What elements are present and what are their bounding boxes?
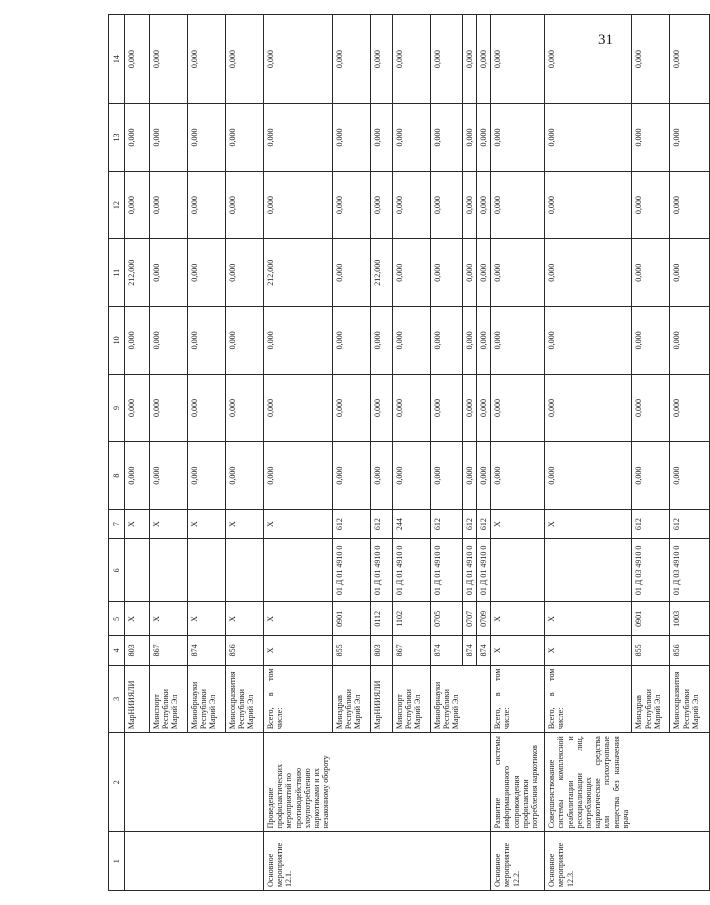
rzpr-cell: 0112 — [370, 602, 392, 636]
value-cell: 0,000 — [632, 239, 670, 307]
value-cell: 0,000 — [226, 15, 264, 104]
value-cell: 0,000 — [462, 171, 476, 239]
value-cell: 0,000 — [462, 442, 476, 510]
vr-cell: 612 — [430, 509, 462, 538]
value-cell: 0,000 — [491, 442, 545, 510]
value-cell: 0,000 — [491, 15, 545, 104]
value-cell: 0,000 — [462, 374, 476, 442]
csr-cell — [226, 539, 264, 602]
executor-cell: Минсоцразвития Республики Марий Эл — [226, 665, 264, 733]
value-cell: 0,000 — [370, 307, 392, 375]
value-cell: 0,000 — [632, 442, 670, 510]
event-cell — [392, 832, 430, 891]
value-cell: 212,000 — [125, 239, 150, 307]
value-cell: 0,000 — [392, 171, 430, 239]
executor-cell: Минобрнауки Республики Марий Эл — [430, 665, 462, 733]
table-row — [188, 15, 226, 891]
value-cell: 0,000 — [632, 15, 670, 104]
executor-cell: Минспорт Республики Марий Эл — [150, 665, 188, 733]
value-cell: 0,000 — [491, 307, 545, 375]
value-cell: 0,000 — [632, 374, 670, 442]
rzpr-cell: X — [188, 602, 226, 636]
value-cell: 0,000 — [332, 374, 370, 442]
value-cell: 0,000 — [332, 239, 370, 307]
description-cell — [188, 733, 226, 832]
value-cell: 0,000 — [125, 374, 150, 442]
event-cell — [125, 832, 150, 891]
vr-cell: X — [125, 509, 150, 538]
value-cell: 0,000 — [545, 442, 632, 510]
grbs-cell: 803 — [125, 636, 150, 665]
description-cell: Совершенствование системы комплексной реабилитации и ресоциализации лиц, потребляющих наркотические средства или психотропные вещества без назначения врача — [545, 733, 632, 832]
vr-cell: 612 — [670, 509, 710, 538]
event-cell — [462, 832, 476, 891]
table-row — [477, 15, 491, 891]
value-cell: 0,000 — [392, 374, 430, 442]
value-cell: 0,000 — [545, 239, 632, 307]
value-cell: 0,000 — [430, 442, 462, 510]
value-cell: 0,000 — [477, 307, 491, 375]
event-cell — [150, 832, 188, 891]
value-cell: 0,000 — [545, 104, 632, 172]
rzpr-cell: 0901 — [332, 602, 370, 636]
value-cell: 0,000 — [125, 104, 150, 172]
event-cell — [430, 832, 462, 891]
value-cell: 0,000 — [188, 374, 226, 442]
vr-cell: 612 — [462, 509, 476, 538]
executor-cell — [477, 665, 491, 733]
value-cell: 0,000 — [150, 171, 188, 239]
rzpr-cell: 1102 — [392, 602, 430, 636]
budget-table — [108, 14, 710, 891]
vr-cell: 612 — [370, 509, 392, 538]
grbs-cell: X — [264, 636, 333, 665]
grbs-cell: 856 — [670, 636, 710, 665]
value-cell: 0,000 — [370, 171, 392, 239]
value-cell: 0,000 — [332, 442, 370, 510]
value-cell: 0,000 — [632, 104, 670, 172]
value-cell: 0,000 — [264, 307, 333, 375]
header-cell: 10 — [109, 307, 125, 375]
value-cell: 0,000 — [226, 171, 264, 239]
value-cell: 0,000 — [264, 15, 333, 104]
value-cell: 0,000 — [392, 307, 430, 375]
grbs-cell: 867 — [150, 636, 188, 665]
table-row — [150, 15, 188, 891]
grbs-cell: 855 — [632, 636, 670, 665]
header-cell: 14 — [109, 15, 125, 104]
rzpr-cell: 0707 — [462, 602, 476, 636]
grbs-cell: 874 — [430, 636, 462, 665]
value-cell: 0,000 — [670, 307, 710, 375]
event-cell: Основное мероприятие 12.2. — [491, 832, 545, 891]
header-cell: 5 — [109, 602, 125, 636]
value-cell: 0,000 — [150, 239, 188, 307]
value-cell: 0,000 — [150, 374, 188, 442]
value-cell: 0,000 — [430, 374, 462, 442]
value-cell: 0,000 — [125, 15, 150, 104]
value-cell: 0,000 — [430, 15, 462, 104]
value-cell: 0,000 — [125, 307, 150, 375]
event-cell — [226, 832, 264, 891]
vr-cell: X — [150, 509, 188, 538]
description-cell — [477, 733, 491, 832]
value-cell: 0,000 — [264, 442, 333, 510]
table-row — [462, 15, 476, 891]
value-cell: 0,000 — [462, 104, 476, 172]
value-cell: 0,000 — [430, 239, 462, 307]
csr-cell — [125, 539, 150, 602]
value-cell: 0,000 — [491, 239, 545, 307]
value-cell: 0,000 — [545, 374, 632, 442]
csr-cell: 01 Д 01 4910 0 — [430, 539, 462, 602]
header-cell: 8 — [109, 442, 125, 510]
header-cell: 2 — [109, 733, 125, 832]
header-cell: 9 — [109, 374, 125, 442]
csr-cell: 01 Д 01 4910 0 — [370, 539, 392, 602]
rzpr-cell: X — [491, 602, 545, 636]
csr-cell — [188, 539, 226, 602]
csr-cell — [150, 539, 188, 602]
value-cell: 0,000 — [188, 239, 226, 307]
description-cell — [430, 733, 462, 832]
value-cell: 0,000 — [332, 104, 370, 172]
value-cell: 0,000 — [125, 171, 150, 239]
csr-cell: 01 Д 01 4910 0 — [477, 539, 491, 602]
grbs-cell: 874 — [462, 636, 476, 665]
rzpr-cell: 0901 — [632, 602, 670, 636]
event-cell: Основное мероприятие 12.3. — [545, 832, 632, 891]
vr-cell: 244 — [392, 509, 430, 538]
event-cell: Основное мероприятие 12.1. — [264, 832, 333, 891]
rzpr-cell: 1003 — [670, 602, 710, 636]
vr-cell: 612 — [632, 509, 670, 538]
csr-cell — [491, 539, 545, 602]
value-cell: 0,000 — [226, 104, 264, 172]
description-cell: Развитие системы информационного сопровождения профилактики потребления наркотиков — [491, 733, 545, 832]
vr-cell: X — [545, 509, 632, 538]
value-cell: 0,000 — [226, 442, 264, 510]
value-cell: 0,000 — [370, 374, 392, 442]
csr-cell — [264, 539, 333, 602]
value-cell: 0,000 — [545, 307, 632, 375]
value-cell: 0,000 — [670, 104, 710, 172]
event-cell — [188, 832, 226, 891]
header-cell: 6 — [109, 539, 125, 602]
vr-cell: 612 — [332, 509, 370, 538]
value-cell: 0,000 — [188, 171, 226, 239]
value-cell: 0,000 — [392, 15, 430, 104]
csr-cell: 01 Д 01 4910 0 — [462, 539, 476, 602]
table-row — [226, 15, 264, 891]
value-cell: 0,000 — [226, 239, 264, 307]
description-cell — [670, 733, 710, 832]
rzpr-cell: X — [150, 602, 188, 636]
csr-cell: 01 Д 03 4910 0 — [670, 539, 710, 602]
value-cell: 0,000 — [491, 171, 545, 239]
description-cell — [392, 733, 430, 832]
value-cell: 0,000 — [430, 171, 462, 239]
value-cell: 0,000 — [370, 15, 392, 104]
csr-cell: 01 Д 03 4910 0 — [632, 539, 670, 602]
value-cell: 0,000 — [670, 15, 710, 104]
value-cell: 0,000 — [545, 171, 632, 239]
grbs-cell: 874 — [477, 636, 491, 665]
grbs-cell: 867 — [392, 636, 430, 665]
event-cell — [477, 832, 491, 891]
value-cell: 0,000 — [150, 15, 188, 104]
value-cell: 0,000 — [545, 15, 632, 104]
value-cell: 0,000 — [332, 171, 370, 239]
grbs-cell: X — [545, 636, 632, 665]
value-cell: 0,000 — [477, 104, 491, 172]
grbs-cell: 856 — [226, 636, 264, 665]
vr-cell: X — [226, 509, 264, 538]
description-cell — [332, 733, 370, 832]
value-cell: 0,000 — [491, 374, 545, 442]
rzpr-cell: X — [264, 602, 333, 636]
value-cell: 0,000 — [632, 171, 670, 239]
vr-cell: X — [264, 509, 333, 538]
value-cell: 0,000 — [477, 15, 491, 104]
value-cell: 0,000 — [370, 442, 392, 510]
vr-cell: X — [491, 509, 545, 538]
value-cell: 0,000 — [150, 104, 188, 172]
header-cell: 13 — [109, 104, 125, 172]
value-cell: 0,000 — [188, 307, 226, 375]
value-cell: 0,000 — [150, 307, 188, 375]
value-cell: 0,000 — [188, 15, 226, 104]
rzpr-cell: 0705 — [430, 602, 462, 636]
table-row — [670, 15, 710, 891]
event-cell — [370, 832, 392, 891]
value-cell: 0,000 — [477, 374, 491, 442]
description-cell — [150, 733, 188, 832]
table-row — [125, 15, 150, 891]
executor-cell: Всего, в том числе: — [491, 665, 545, 733]
value-cell: 0,000 — [332, 307, 370, 375]
csr-cell: 01 Д 01 4910 0 — [392, 539, 430, 602]
table-row — [632, 15, 670, 891]
value-cell: 0,000 — [392, 442, 430, 510]
value-cell: 0,000 — [670, 374, 710, 442]
value-cell: 0,000 — [264, 374, 333, 442]
executor-cell: Всего, в том числе: — [264, 665, 333, 733]
value-cell: 0,000 — [392, 104, 430, 172]
value-cell: 0,000 — [477, 442, 491, 510]
value-cell: 0,000 — [477, 171, 491, 239]
rzpr-cell: 0709 — [477, 602, 491, 636]
rzpr-cell: X — [125, 602, 150, 636]
value-cell: 0,000 — [430, 307, 462, 375]
value-cell: 0,000 — [125, 442, 150, 510]
value-cell: 0,000 — [264, 171, 333, 239]
header-cell: 12 — [109, 171, 125, 239]
value-cell: 0,000 — [477, 239, 491, 307]
executor-cell: Минздрав Республики Марий Эл — [632, 665, 670, 733]
description-cell — [226, 733, 264, 832]
value-cell: 212,000 — [264, 239, 333, 307]
value-cell: 0,000 — [670, 239, 710, 307]
table-row — [332, 15, 370, 891]
grbs-cell: 803 — [370, 636, 392, 665]
value-cell: 0,000 — [462, 15, 476, 104]
executor-cell: Минобрнауки Республики Марий Эл — [188, 665, 226, 733]
value-cell: 0,000 — [226, 374, 264, 442]
value-cell: 0,000 — [226, 307, 264, 375]
executor-cell: МарНИИЯЛИ — [370, 665, 392, 733]
header-cell: 7 — [109, 509, 125, 538]
header-cell: 1 — [109, 832, 125, 891]
rzpr-cell: X — [226, 602, 264, 636]
event-cell — [670, 832, 710, 891]
value-cell: 0,000 — [332, 15, 370, 104]
event-cell — [632, 832, 670, 891]
header-row — [109, 15, 125, 891]
description-cell — [125, 733, 150, 832]
value-cell: 0,000 — [670, 171, 710, 239]
value-cell: 212,000 — [370, 239, 392, 307]
grbs-cell: 874 — [188, 636, 226, 665]
description-cell — [462, 733, 476, 832]
value-cell: 0,000 — [462, 239, 476, 307]
header-cell: 11 — [109, 239, 125, 307]
rotated-table-frame — [108, 14, 700, 891]
value-cell: 0,000 — [430, 104, 462, 172]
csr-cell: 01 Д 01 4910 0 — [332, 539, 370, 602]
csr-cell — [545, 539, 632, 602]
value-cell: 0,000 — [188, 104, 226, 172]
rzpr-cell: X — [545, 602, 632, 636]
executor-cell: Всего, в том числе: — [545, 665, 632, 733]
executor-cell — [462, 665, 476, 733]
value-cell: 0,000 — [188, 442, 226, 510]
value-cell: 0,000 — [670, 442, 710, 510]
vr-cell: 612 — [477, 509, 491, 538]
event-cell — [332, 832, 370, 891]
table-row — [264, 15, 333, 891]
value-cell: 0,000 — [632, 307, 670, 375]
header-cell: 4 — [109, 636, 125, 665]
table-row — [392, 15, 430, 891]
description-cell: Проведение профилактических мероприятий по противодействию злоупотреблению наркотиками и их незаконному обороту — [264, 733, 333, 832]
value-cell: 0,000 — [370, 104, 392, 172]
value-cell: 0,000 — [462, 307, 476, 375]
grbs-cell: X — [491, 636, 545, 665]
table-row — [491, 15, 545, 891]
executor-cell: Минздрав Республики Марий Эл — [332, 665, 370, 733]
header-cell: 3 — [109, 665, 125, 733]
grbs-cell: 855 — [332, 636, 370, 665]
executor-cell: МарНИИЯЛИ — [125, 665, 150, 733]
value-cell: 0,000 — [491, 104, 545, 172]
description-cell — [632, 733, 670, 832]
vr-cell: X — [188, 509, 226, 538]
executor-cell: Минспорт Республики Марий Эл — [392, 665, 430, 733]
value-cell: 0,000 — [264, 104, 333, 172]
description-cell — [370, 733, 392, 832]
table-row — [430, 15, 462, 891]
executor-cell: Минсоцразвития Республики Марий Эл — [670, 665, 710, 733]
value-cell: 0,000 — [150, 442, 188, 510]
value-cell: 0,000 — [392, 239, 430, 307]
table-row — [545, 15, 632, 891]
page-number: 31 — [598, 32, 613, 48]
table-row — [370, 15, 392, 891]
